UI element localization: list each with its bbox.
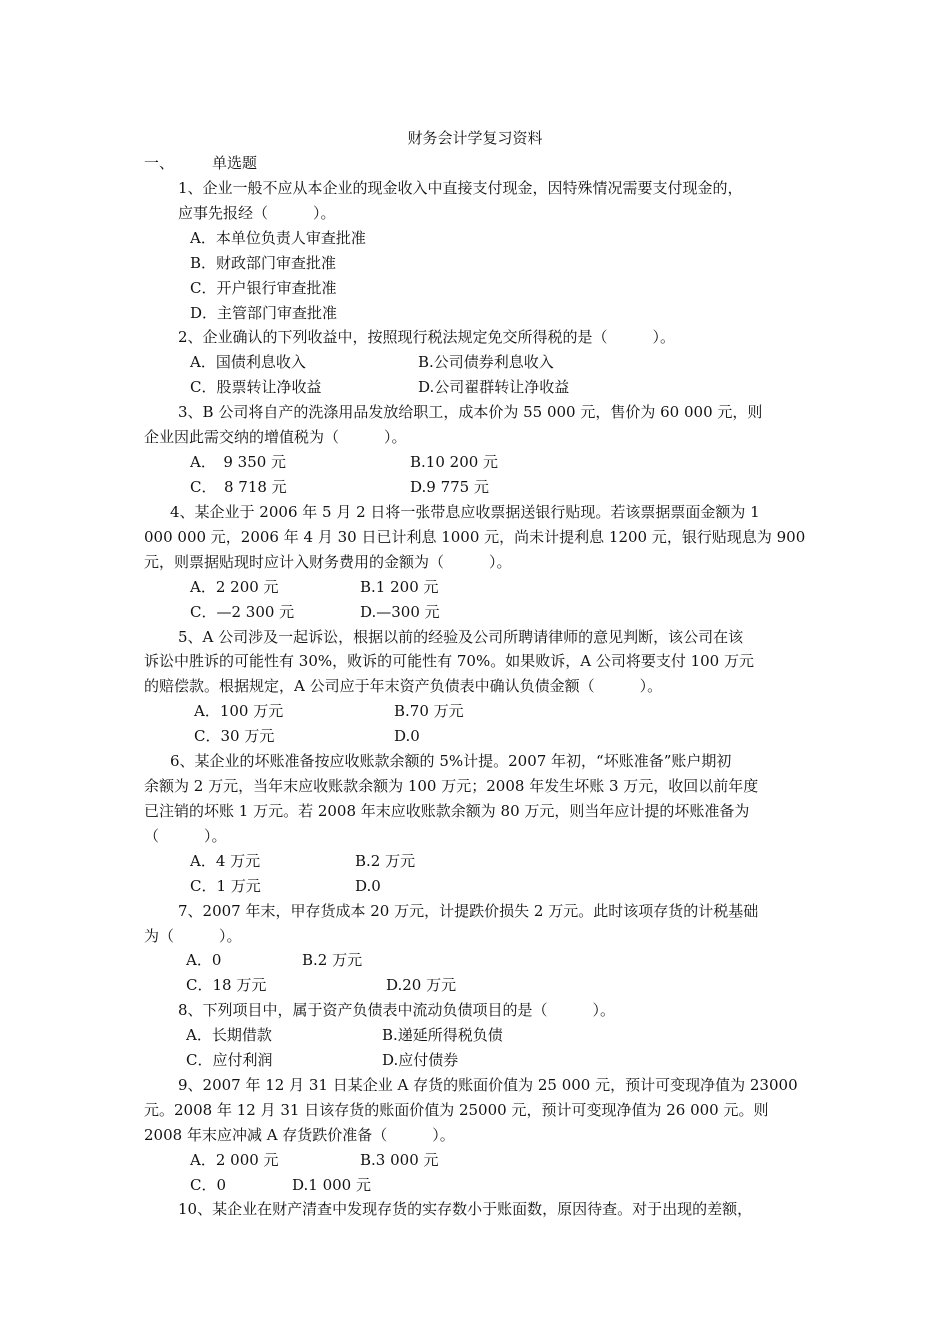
question-3-option-d: D.9 775 元 bbox=[410, 478, 489, 496]
question-1-option-d: D．主管部门审查批准 bbox=[190, 304, 338, 322]
question-9-option-d: D.1 000 元 bbox=[292, 1176, 371, 1194]
question-3-line-2: 企业因此需交纳的增值税为（ ）。 bbox=[144, 428, 407, 446]
question-7-option-d: D.20 万元 bbox=[386, 976, 457, 994]
question-7-option-b: B.2 万元 bbox=[302, 951, 363, 969]
question-5-option-d: D.0 bbox=[394, 727, 420, 745]
question-4-option-c: C．—2 300 元 bbox=[190, 603, 295, 621]
question-9-line-2: 元。2008 年 12 月 31 日该存货的账面价值为 25000 元，预计可变现净值为 26 000 元。则 bbox=[144, 1101, 769, 1119]
question-5-option-a: A．100 万元 bbox=[194, 702, 284, 720]
question-9-option-a: A．2 000 元 bbox=[190, 1151, 279, 1169]
question-3-option-b: B.10 200 元 bbox=[410, 453, 499, 471]
question-9-line-3: 2008 年末应冲减 A 存货跌价准备（ ）。 bbox=[144, 1126, 455, 1144]
question-2-option-c: C．股票转让净收益 bbox=[190, 378, 322, 396]
question-4-line-3: 元，则票据贴现时应计入财务费用的金额为（ ）。 bbox=[144, 553, 512, 571]
question-3-option-a: A． 9 350 元 bbox=[190, 453, 287, 471]
question-1-option-b: B．财政部门审查批准 bbox=[190, 254, 337, 272]
question-5-option-c: C．30 万元 bbox=[194, 727, 275, 745]
question-6-line-1: 6、某企业的坏账准备按应收账款余额的 5%计提。2007 年初，“坏账准备”账户期初 bbox=[170, 752, 732, 770]
question-8-option-c: C．应付利润 bbox=[186, 1051, 273, 1069]
question-10-line-1: 10、某企业在财产清查中发现存货的实存数小于账面数，原因待查。对于出现的差额， bbox=[178, 1200, 753, 1218]
question-3-option-c: C． 8 718 元 bbox=[190, 478, 287, 496]
question-6-line-3: 已注销的坏账 1 万元。若 2008 年末应收账款余额为 80 万元，则当年应计提的坏账准备为 bbox=[144, 802, 750, 820]
question-7-line-1: 7、2007 年末，甲存货成本 20 万元，计提跌价损失 2 万元。此时该项存货的计税基础 bbox=[178, 902, 759, 920]
question-7-option-a: A．0 bbox=[186, 951, 222, 969]
question-9-option-b: B.3 000 元 bbox=[360, 1151, 439, 1169]
section-title: 单选题 bbox=[212, 154, 258, 172]
question-1-option-c: C．开户银行审查批准 bbox=[190, 279, 337, 297]
question-4-option-d: D.—300 元 bbox=[360, 603, 440, 621]
question-6-line-4: （ ）。 bbox=[144, 827, 227, 845]
section-number: 一、 bbox=[144, 154, 175, 172]
question-1-line-2: 应事先报经（ ）。 bbox=[178, 204, 336, 222]
question-3-line-1: 3、B 公司将自产的洗涤用品发放给职工，成本价为 55 000 元，售价为 60 000 元，则 bbox=[178, 403, 763, 421]
question-2-option-b: B.公司债券利息收入 bbox=[418, 353, 554, 371]
question-2-option-d: D.公司翟群转让净收益 bbox=[418, 378, 570, 396]
question-1-option-a: A．本单位负责人审查批准 bbox=[190, 229, 366, 247]
question-4-option-b: B.1 200 元 bbox=[360, 578, 439, 596]
question-6-option-d: D.0 bbox=[355, 877, 381, 895]
question-2-option-a: A．国债利息收入 bbox=[190, 353, 306, 371]
question-7-option-c: C．18 万元 bbox=[186, 976, 267, 994]
question-9-line-1: 9、2007 年 12 月 31 日某企业 A 存货的账面价值为 25 000 元，预计可变现净值为 23000 bbox=[178, 1076, 798, 1094]
question-6-line-2: 余额为 2 万元，当年末应收账款余额为 100 万元；2008 年发生坏账 3 万元，收回以前年度 bbox=[144, 777, 759, 795]
question-8-line-1: 8、下列项目中，属于资产负债表中流动负债项目的是（ ）。 bbox=[178, 1001, 616, 1019]
question-6-option-b: B.2 万元 bbox=[355, 852, 416, 870]
question-8-option-a: A．长期借款 bbox=[186, 1026, 272, 1044]
question-9-option-c: C．0 bbox=[190, 1176, 227, 1194]
question-7-line-2: 为（ ）。 bbox=[144, 927, 242, 945]
question-6-option-c: C．1 万元 bbox=[190, 877, 261, 895]
question-8-option-d: D.应付债券 bbox=[382, 1051, 459, 1069]
question-4-line-2: 000 000 元，2006 年 4 月 30 日已计利息 1000 元，尚未计提利息 1200 元，银行贴现息为 900 bbox=[144, 528, 806, 546]
question-5-line-1: 5、A 公司涉及一起诉讼，根据以前的经验及公司所聘请律师的意见判断，该公司在该 bbox=[178, 628, 744, 646]
question-8-option-b: B.递延所得税负债 bbox=[382, 1026, 503, 1044]
question-4-option-a: A．2 200 元 bbox=[190, 578, 279, 596]
question-6-option-a: A．4 万元 bbox=[190, 852, 261, 870]
question-1-line-1: 1、企业一般不应从本企业的现金收入中直接支付现金，因特殊情况需要支付现金的， bbox=[178, 179, 743, 197]
question-5-option-b: B.70 万元 bbox=[394, 702, 464, 720]
question-4-line-1: 4、某企业于 2006 年 5 月 2 日将一张带息应收票据送银行贴现。若该票据票面金额为 1 bbox=[170, 503, 760, 521]
document-title: 财务会计学复习资料 bbox=[407, 129, 543, 147]
question-2-line-1: 2、企业确认的下列收益中，按照现行税法规定免交所得税的是（ ）。 bbox=[178, 328, 676, 346]
question-5-line-3: 的赔偿款。根据规定，A 公司应于年末资产负债表中确认负债金额（ ）。 bbox=[144, 677, 663, 695]
question-5-line-2: 诉讼中胜诉的可能性有 30%，败诉的可能性有 70%。如果败诉，A 公司将要支付 100 万元 bbox=[144, 652, 754, 670]
